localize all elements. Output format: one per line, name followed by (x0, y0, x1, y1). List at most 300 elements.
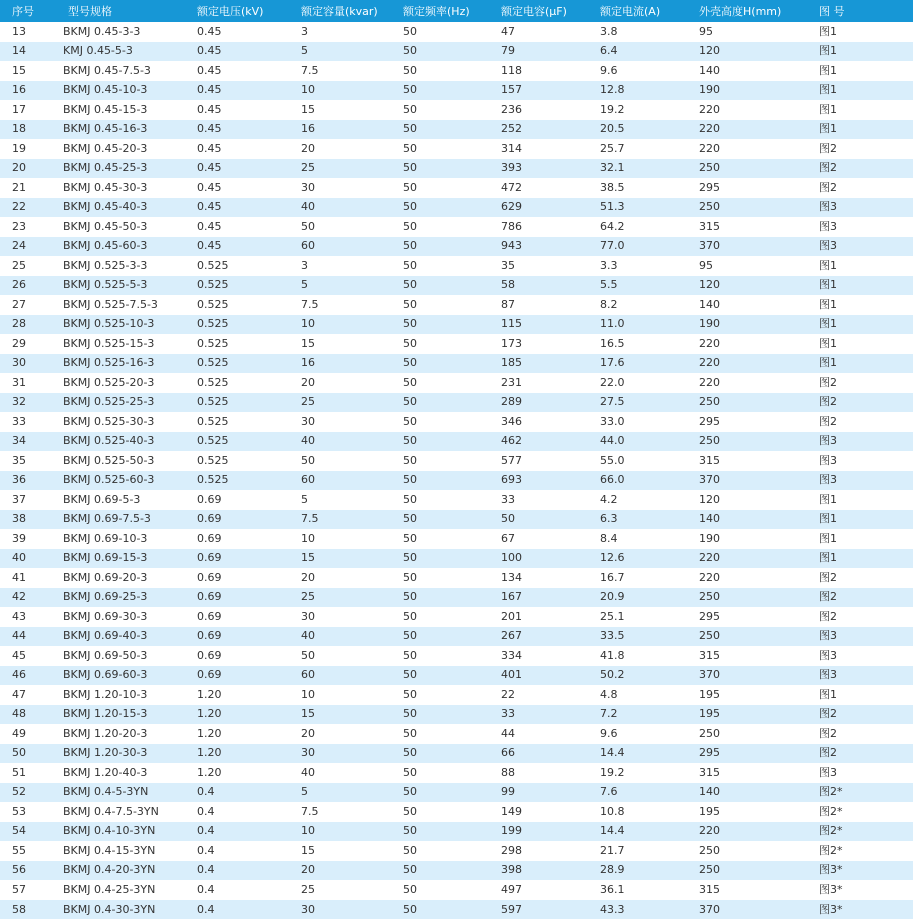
table-row (0, 373, 913, 393)
table-row (0, 334, 913, 354)
cell-voltage: 1.20 (195, 724, 299, 744)
cell-current: 77.0 (598, 237, 697, 257)
cell-capacitance: 462 (499, 432, 598, 452)
cell-capacity: 20 (299, 373, 401, 393)
cell-height: 370 (697, 237, 817, 257)
cell-model: BKMJ 0.45-10-3 (58, 81, 195, 101)
cell-capacity: 25 (299, 588, 401, 608)
cell-capacity: 10 (299, 529, 401, 549)
cell-no: 38 (0, 510, 58, 530)
cell-current: 4.8 (598, 685, 697, 705)
cell-voltage: 0.45 (195, 61, 299, 81)
cell-capacitance: 597 (499, 900, 598, 919)
cell-height: 250 (697, 861, 817, 881)
cell-frequency: 50 (401, 276, 499, 296)
cell-no: 33 (0, 412, 58, 432)
cell-model: BKMJ 0.525-60-3 (58, 471, 195, 491)
cell-voltage: 1.20 (195, 744, 299, 764)
cell-height: 190 (697, 81, 817, 101)
cell-no: 50 (0, 744, 58, 764)
cell-figure: 图1 (817, 42, 913, 62)
table-row (0, 198, 913, 218)
cell-height: 140 (697, 295, 817, 315)
cell-frequency: 50 (401, 900, 499, 919)
cell-model: BKMJ 1.20-40-3 (58, 763, 195, 783)
cell-current: 32.1 (598, 159, 697, 179)
cell-capacitance: 100 (499, 549, 598, 569)
cell-capacity: 60 (299, 237, 401, 257)
cell-height: 220 (697, 568, 817, 588)
cell-voltage: 0.525 (195, 412, 299, 432)
cell-voltage: 0.69 (195, 510, 299, 530)
table-row (0, 861, 913, 881)
cell-no: 32 (0, 393, 58, 413)
cell-height: 220 (697, 354, 817, 374)
cell-model: BKMJ 0.45-50-3 (58, 217, 195, 237)
cell-voltage: 0.525 (195, 451, 299, 471)
cell-capacitance: 115 (499, 315, 598, 335)
cell-current: 50.2 (598, 666, 697, 686)
cell-voltage: 0.525 (195, 334, 299, 354)
cell-figure: 图1 (817, 549, 913, 569)
cell-capacitance: 231 (499, 373, 598, 393)
cell-no: 23 (0, 217, 58, 237)
cell-no: 28 (0, 315, 58, 335)
cell-frequency: 50 (401, 490, 499, 510)
cell-figure: 图2 (817, 393, 913, 413)
cell-figure: 图3 (817, 646, 913, 666)
cell-figure: 图3* (817, 900, 913, 919)
table-row (0, 510, 913, 530)
cell-capacitance: 267 (499, 627, 598, 647)
cell-capacitance: 22 (499, 685, 598, 705)
cell-model: BKMJ 0.69-15-3 (58, 549, 195, 569)
cell-current: 11.0 (598, 315, 697, 335)
cell-current: 19.2 (598, 100, 697, 120)
cell-model: BKMJ 0.69-20-3 (58, 568, 195, 588)
cell-figure: 图3 (817, 198, 913, 218)
cell-voltage: 0.4 (195, 900, 299, 919)
cell-figure: 图1 (817, 276, 913, 296)
cell-frequency: 50 (401, 529, 499, 549)
cell-capacitance: 693 (499, 471, 598, 491)
cell-capacity: 30 (299, 900, 401, 919)
cell-no: 17 (0, 100, 58, 120)
cell-current: 20.9 (598, 588, 697, 608)
cell-voltage: 0.69 (195, 588, 299, 608)
cell-height: 315 (697, 646, 817, 666)
cell-capacitance: 88 (499, 763, 598, 783)
cell-capacitance: 393 (499, 159, 598, 179)
cell-model: BKMJ 0.525-30-3 (58, 412, 195, 432)
cell-voltage: 0.4 (195, 822, 299, 842)
table-row (0, 100, 913, 120)
cell-no: 43 (0, 607, 58, 627)
cell-voltage: 0.45 (195, 178, 299, 198)
cell-voltage: 0.45 (195, 159, 299, 179)
cell-model: BKMJ 0.4-15-3YN (58, 841, 195, 861)
cell-frequency: 50 (401, 705, 499, 725)
cell-no: 36 (0, 471, 58, 491)
cell-voltage: 0.525 (195, 373, 299, 393)
cell-model: BKMJ 0.525-25-3 (58, 393, 195, 413)
cell-capacity: 5 (299, 276, 401, 296)
cell-current: 64.2 (598, 217, 697, 237)
cell-no: 48 (0, 705, 58, 725)
table-row (0, 802, 913, 822)
cell-figure: 图1 (817, 100, 913, 120)
cell-figure: 图3 (817, 471, 913, 491)
table-row (0, 880, 913, 900)
cell-current: 7.6 (598, 783, 697, 803)
cell-model: BKMJ 0.45-15-3 (58, 100, 195, 120)
cell-no: 34 (0, 432, 58, 452)
cell-frequency: 50 (401, 432, 499, 452)
cell-current: 44.0 (598, 432, 697, 452)
cell-no: 37 (0, 490, 58, 510)
cell-height: 95 (697, 22, 817, 42)
cell-capacitance: 33 (499, 705, 598, 725)
cell-model: BKMJ 0.4-5-3YN (58, 783, 195, 803)
cell-capacity: 7.5 (299, 510, 401, 530)
cell-model: BKMJ 0.45-40-3 (58, 198, 195, 218)
table-row (0, 61, 913, 81)
cell-capacitance: 314 (499, 139, 598, 159)
cell-capacitance: 157 (499, 81, 598, 101)
cell-model: BKMJ 0.4-20-3YN (58, 861, 195, 881)
cell-frequency: 50 (401, 61, 499, 81)
cell-no: 14 (0, 42, 58, 62)
cell-capacitance: 44 (499, 724, 598, 744)
table-row (0, 822, 913, 842)
cell-current: 27.5 (598, 393, 697, 413)
cell-frequency: 50 (401, 744, 499, 764)
table-row (0, 568, 913, 588)
cell-capacitance: 87 (499, 295, 598, 315)
table-row (0, 900, 913, 919)
cell-frequency: 50 (401, 315, 499, 335)
cell-no: 30 (0, 354, 58, 374)
cell-height: 220 (697, 334, 817, 354)
cell-capacity: 3 (299, 256, 401, 276)
cell-figure: 图3 (817, 627, 913, 647)
cell-capacitance: 67 (499, 529, 598, 549)
cell-model: BKMJ 0.525-3-3 (58, 256, 195, 276)
cell-voltage: 0.45 (195, 22, 299, 42)
cell-height: 250 (697, 724, 817, 744)
cell-frequency: 50 (401, 412, 499, 432)
cell-height: 220 (697, 549, 817, 569)
cell-current: 16.5 (598, 334, 697, 354)
cell-frequency: 50 (401, 607, 499, 627)
cell-figure: 图2 (817, 568, 913, 588)
cell-height: 120 (697, 42, 817, 62)
cell-capacitance: 252 (499, 120, 598, 140)
cell-no: 21 (0, 178, 58, 198)
cell-figure: 图1 (817, 354, 913, 374)
cell-capacitance: 497 (499, 880, 598, 900)
cell-voltage: 0.525 (195, 276, 299, 296)
cell-figure: 图1 (817, 685, 913, 705)
cell-capacitance: 167 (499, 588, 598, 608)
cell-capacitance: 33 (499, 490, 598, 510)
cell-voltage: 0.45 (195, 237, 299, 257)
cell-capacity: 3 (299, 22, 401, 42)
cell-height: 220 (697, 822, 817, 842)
cell-figure: 图2 (817, 373, 913, 393)
cell-figure: 图1 (817, 22, 913, 42)
cell-model: BKMJ 0.525-40-3 (58, 432, 195, 452)
cell-height: 250 (697, 627, 817, 647)
cell-model: BKMJ 0.525-50-3 (58, 451, 195, 471)
cell-figure: 图1 (817, 81, 913, 101)
cell-capacity: 20 (299, 861, 401, 881)
table-row (0, 295, 913, 315)
cell-capacity: 25 (299, 880, 401, 900)
cell-frequency: 50 (401, 666, 499, 686)
cell-no: 13 (0, 22, 58, 42)
cell-capacity: 20 (299, 568, 401, 588)
cell-frequency: 50 (401, 22, 499, 42)
cell-capacity: 30 (299, 744, 401, 764)
cell-voltage: 0.4 (195, 880, 299, 900)
cell-current: 33.0 (598, 412, 697, 432)
cell-model: BKMJ 1.20-20-3 (58, 724, 195, 744)
table-row (0, 42, 913, 62)
cell-frequency: 50 (401, 822, 499, 842)
cell-height: 95 (697, 256, 817, 276)
cell-voltage: 0.45 (195, 198, 299, 218)
table-row (0, 237, 913, 257)
cell-frequency: 50 (401, 139, 499, 159)
header-capacity: 额定容量(kvar) (299, 0, 401, 22)
cell-capacity: 10 (299, 315, 401, 335)
cell-capacitance: 298 (499, 841, 598, 861)
table-row (0, 627, 913, 647)
cell-model: BKMJ 0.45-20-3 (58, 139, 195, 159)
cell-figure: 图3 (817, 666, 913, 686)
cell-capacitance: 289 (499, 393, 598, 413)
cell-capacitance: 99 (499, 783, 598, 803)
table-row (0, 276, 913, 296)
cell-frequency: 50 (401, 393, 499, 413)
cell-no: 45 (0, 646, 58, 666)
cell-capacity: 25 (299, 393, 401, 413)
cell-frequency: 50 (401, 159, 499, 179)
cell-voltage: 0.69 (195, 549, 299, 569)
cell-capacitance: 173 (499, 334, 598, 354)
table-row (0, 841, 913, 861)
cell-no: 24 (0, 237, 58, 257)
cell-capacitance: 346 (499, 412, 598, 432)
cell-model: BKMJ 0.69-30-3 (58, 607, 195, 627)
table-row (0, 256, 913, 276)
cell-frequency: 50 (401, 120, 499, 140)
cell-capacity: 40 (299, 432, 401, 452)
cell-model: BKMJ 0.45-60-3 (58, 237, 195, 257)
cell-capacity: 10 (299, 685, 401, 705)
cell-height: 120 (697, 276, 817, 296)
cell-figure: 图1 (817, 490, 913, 510)
table-row (0, 783, 913, 803)
cell-capacity: 15 (299, 100, 401, 120)
cell-capacitance: 577 (499, 451, 598, 471)
cell-current: 9.6 (598, 724, 697, 744)
cell-figure: 图1 (817, 334, 913, 354)
table-row (0, 432, 913, 452)
cell-frequency: 50 (401, 334, 499, 354)
cell-voltage: 1.20 (195, 705, 299, 725)
cell-figure: 图3* (817, 880, 913, 900)
cell-no: 44 (0, 627, 58, 647)
cell-current: 12.8 (598, 81, 697, 101)
cell-height: 195 (697, 685, 817, 705)
cell-capacitance: 185 (499, 354, 598, 374)
cell-voltage: 0.4 (195, 802, 299, 822)
cell-no: 20 (0, 159, 58, 179)
table-row (0, 646, 913, 666)
cell-no: 26 (0, 276, 58, 296)
cell-current: 3.3 (598, 256, 697, 276)
table-row (0, 724, 913, 744)
cell-current: 12.6 (598, 549, 697, 569)
cell-model: BKMJ 0.525-7.5-3 (58, 295, 195, 315)
table-row (0, 354, 913, 374)
cell-voltage: 0.69 (195, 529, 299, 549)
cell-current: 51.3 (598, 198, 697, 218)
cell-capacitance: 199 (499, 822, 598, 842)
cell-current: 33.5 (598, 627, 697, 647)
cell-figure: 图3 (817, 432, 913, 452)
cell-voltage: 0.69 (195, 627, 299, 647)
cell-current: 7.2 (598, 705, 697, 725)
cell-capacitance: 79 (499, 42, 598, 62)
header-current: 额定电流(A) (598, 0, 697, 22)
cell-height: 250 (697, 159, 817, 179)
cell-figure: 图2* (817, 822, 913, 842)
cell-height: 195 (697, 705, 817, 725)
cell-figure: 图2* (817, 783, 913, 803)
table-row (0, 744, 913, 764)
cell-no: 15 (0, 61, 58, 81)
cell-height: 250 (697, 588, 817, 608)
cell-capacitance: 236 (499, 100, 598, 120)
cell-figure: 图2 (817, 139, 913, 159)
cell-model: BKMJ 0.69-60-3 (58, 666, 195, 686)
cell-no: 22 (0, 198, 58, 218)
cell-height: 370 (697, 900, 817, 919)
cell-no: 25 (0, 256, 58, 276)
cell-model: BKMJ 0.4-30-3YN (58, 900, 195, 919)
cell-frequency: 50 (401, 627, 499, 647)
cell-model: BKMJ 0.45-25-3 (58, 159, 195, 179)
cell-capacity: 10 (299, 81, 401, 101)
cell-capacity: 40 (299, 198, 401, 218)
cell-model: BKMJ 0.525-5-3 (58, 276, 195, 296)
cell-height: 140 (697, 783, 817, 803)
cell-height: 250 (697, 841, 817, 861)
cell-height: 120 (697, 490, 817, 510)
cell-current: 25.1 (598, 607, 697, 627)
cell-voltage: 0.45 (195, 120, 299, 140)
cell-figure: 图2 (817, 412, 913, 432)
cell-capacity: 16 (299, 354, 401, 374)
table-row (0, 22, 913, 42)
cell-capacity: 15 (299, 841, 401, 861)
cell-capacity: 7.5 (299, 295, 401, 315)
cell-model: BKMJ 0.45-7.5-3 (58, 61, 195, 81)
cell-frequency: 50 (401, 217, 499, 237)
cell-voltage: 0.525 (195, 432, 299, 452)
cell-frequency: 50 (401, 354, 499, 374)
cell-capacitance: 472 (499, 178, 598, 198)
table-row (0, 471, 913, 491)
cell-figure: 图2 (817, 588, 913, 608)
header-capacitance: 额定电容(μF) (499, 0, 598, 22)
cell-current: 8.4 (598, 529, 697, 549)
cell-height: 295 (697, 412, 817, 432)
cell-current: 36.1 (598, 880, 697, 900)
cell-voltage: 0.45 (195, 139, 299, 159)
cell-figure: 图3 (817, 451, 913, 471)
cell-voltage: 0.525 (195, 354, 299, 374)
cell-voltage: 0.45 (195, 100, 299, 120)
table-row (0, 412, 913, 432)
table-row (0, 178, 913, 198)
cell-voltage: 0.525 (195, 295, 299, 315)
table-row (0, 393, 913, 413)
table-body (0, 22, 913, 919)
cell-capacity: 15 (299, 334, 401, 354)
cell-height: 140 (697, 61, 817, 81)
cell-current: 8.2 (598, 295, 697, 315)
cell-frequency: 50 (401, 861, 499, 881)
cell-no: 51 (0, 763, 58, 783)
cell-voltage: 0.525 (195, 256, 299, 276)
cell-no: 52 (0, 783, 58, 803)
cell-frequency: 50 (401, 81, 499, 101)
cell-height: 295 (697, 607, 817, 627)
cell-model: BKMJ 0.4-25-3YN (58, 880, 195, 900)
cell-capacitance: 398 (499, 861, 598, 881)
cell-current: 28.9 (598, 861, 697, 881)
cell-voltage: 1.20 (195, 763, 299, 783)
cell-figure: 图3 (817, 763, 913, 783)
cell-voltage: 0.4 (195, 861, 299, 881)
cell-frequency: 50 (401, 471, 499, 491)
cell-capacity: 50 (299, 451, 401, 471)
cell-capacitance: 35 (499, 256, 598, 276)
cell-height: 220 (697, 100, 817, 120)
cell-capacity: 40 (299, 627, 401, 647)
cell-voltage: 0.69 (195, 666, 299, 686)
header-height: 外壳高度H(mm) (697, 0, 817, 22)
cell-height: 315 (697, 763, 817, 783)
cell-frequency: 50 (401, 783, 499, 803)
cell-frequency: 50 (401, 763, 499, 783)
cell-capacity: 25 (299, 159, 401, 179)
cell-no: 56 (0, 861, 58, 881)
cell-height: 195 (697, 802, 817, 822)
cell-figure: 图2* (817, 841, 913, 861)
cell-current: 3.8 (598, 22, 697, 42)
cell-voltage: 0.45 (195, 81, 299, 101)
cell-height: 220 (697, 373, 817, 393)
cell-current: 38.5 (598, 178, 697, 198)
table-row (0, 607, 913, 627)
cell-voltage: 0.525 (195, 471, 299, 491)
cell-current: 17.6 (598, 354, 697, 374)
